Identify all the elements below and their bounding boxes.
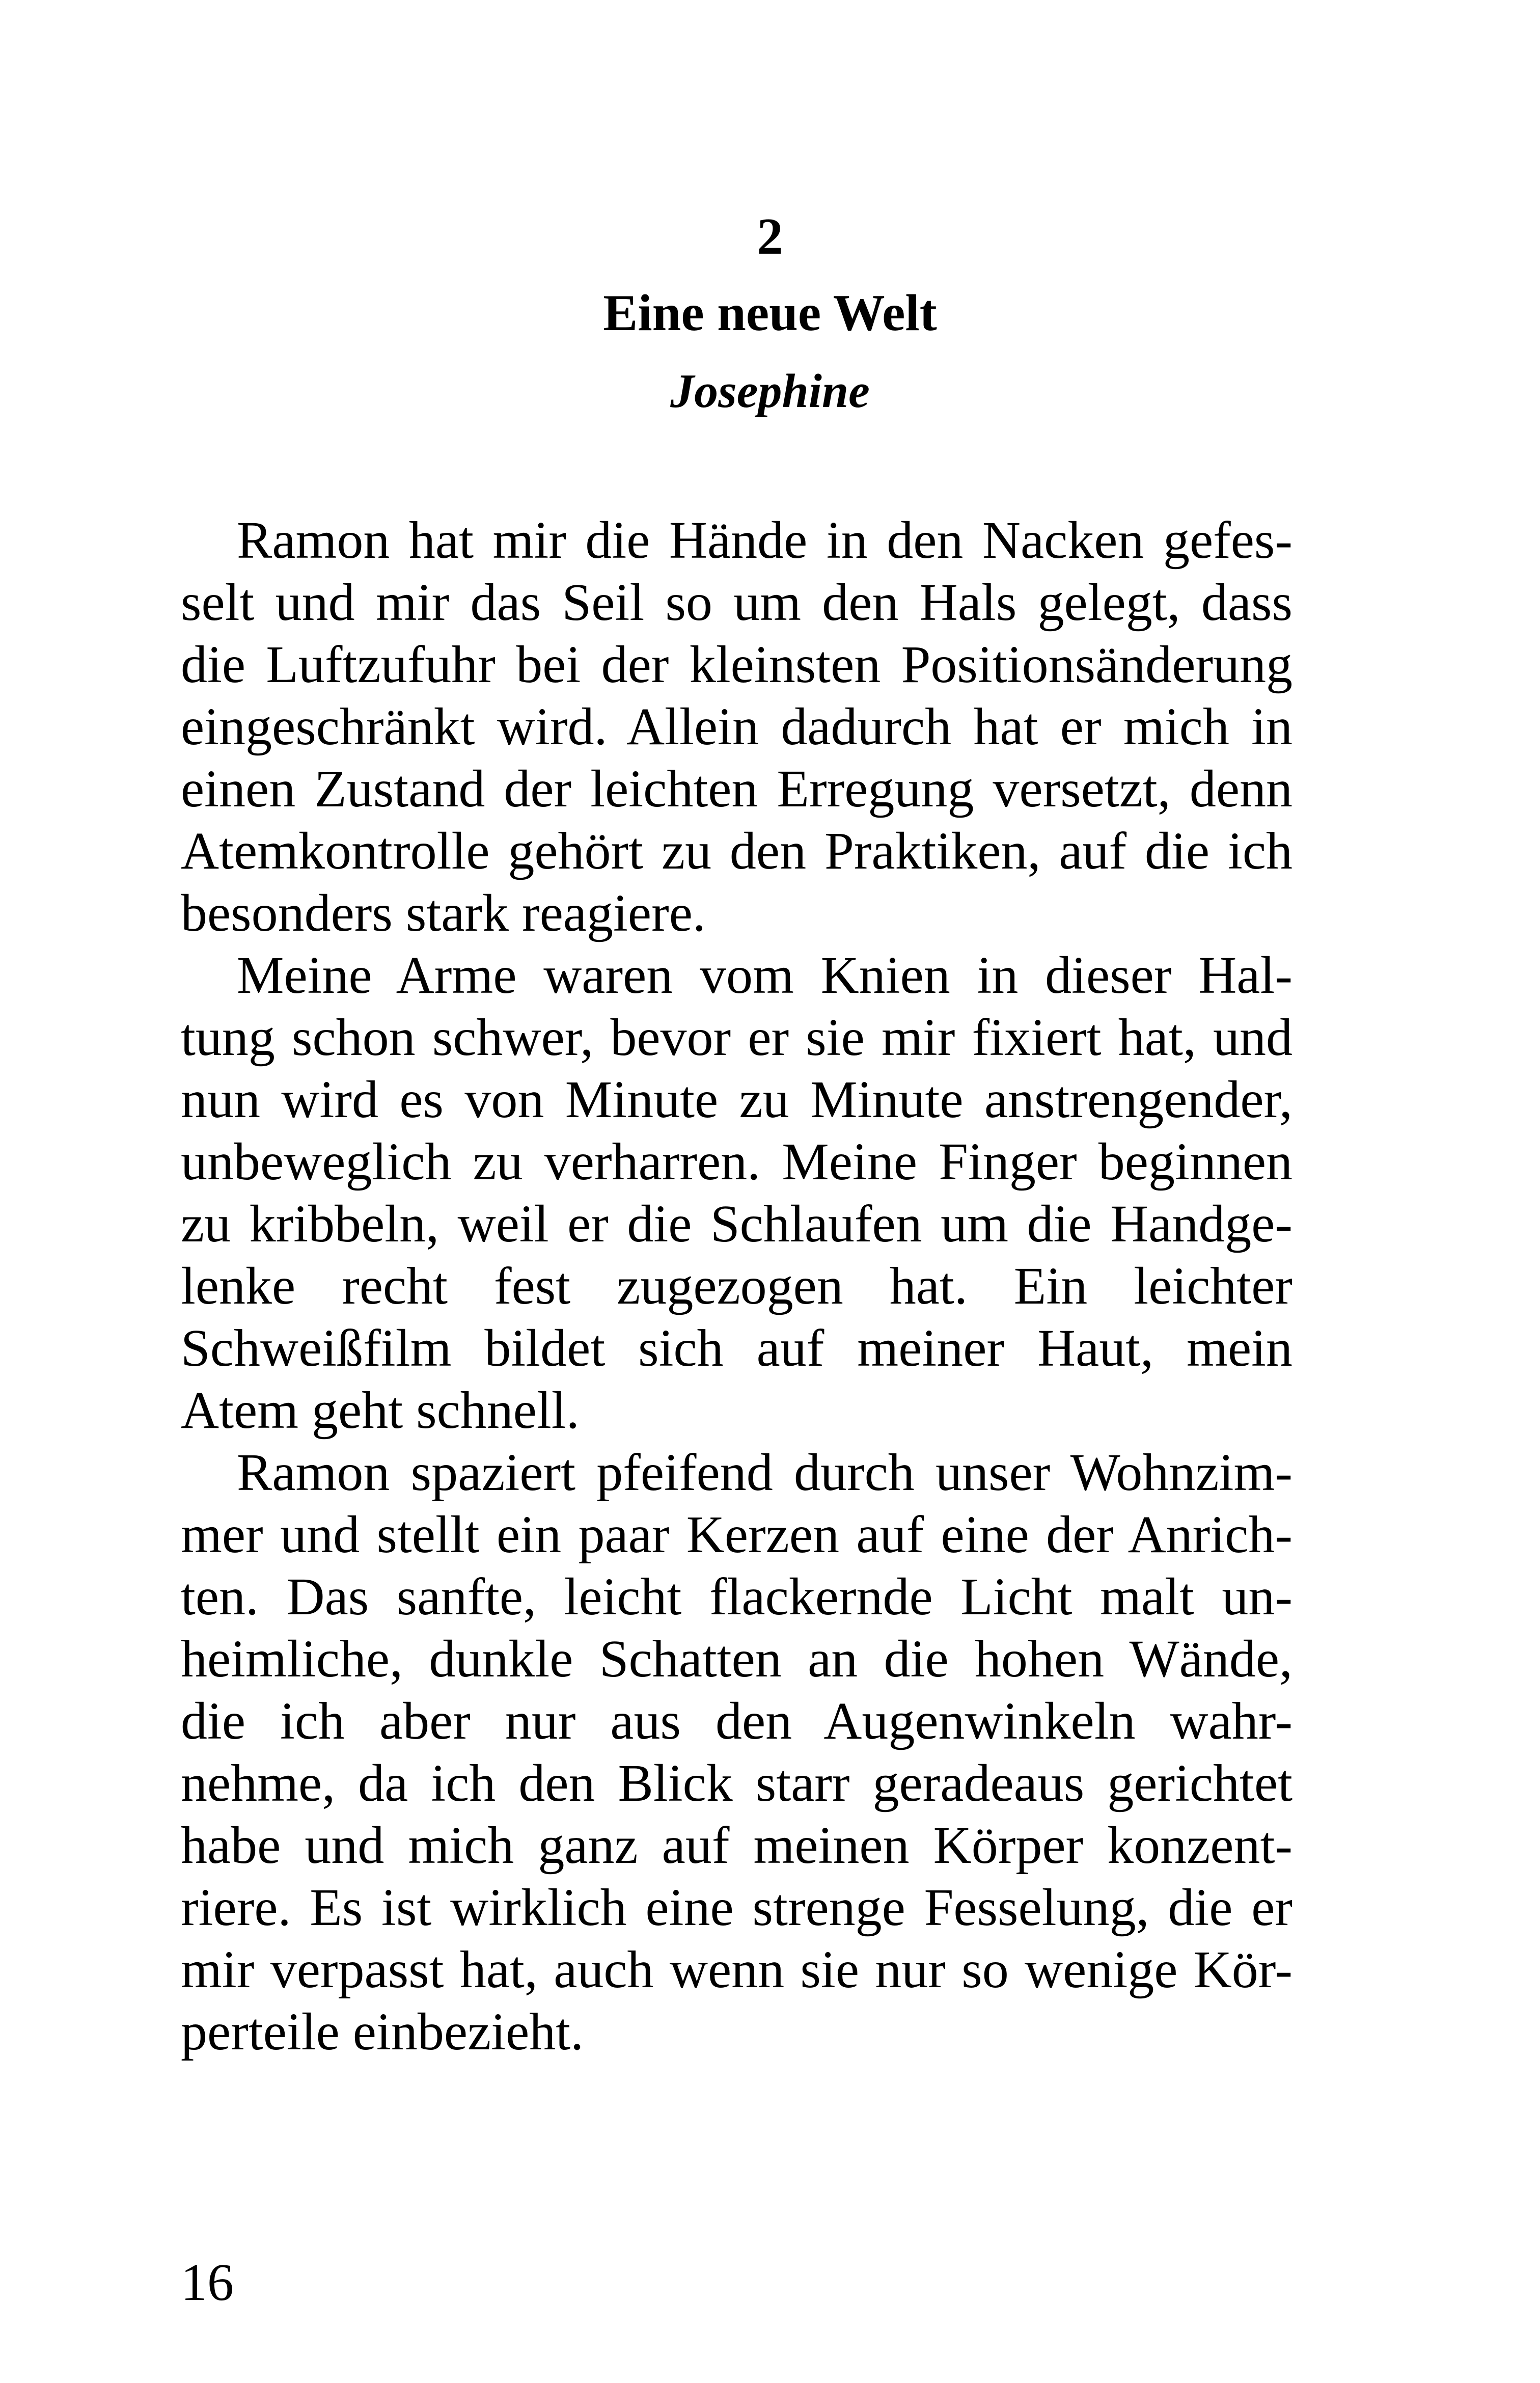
paragraph-1 (181, 509, 1292, 944)
chapter-number: 2 (757, 208, 783, 265)
text-line: ten. Das sanfte, leicht flackernde Licht malt un- (181, 1567, 1292, 1626)
text-line: zu kribbeln, weil er die Schlaufen um die Handge- (181, 1195, 1292, 1253)
text-line: mir verpasst hat, auch wenn sie nur so wenige Kör- (181, 1940, 1292, 1999)
text-line: selt und mir das Seil so um den Hals gelegt, dass (181, 573, 1292, 632)
text-line: perteile einbezieht. (181, 2002, 584, 2061)
text-line: besonders stark reagiere. (181, 884, 706, 942)
text-line: die ich aber nur aus den Augenwinkeln wahr- (181, 1692, 1292, 1750)
text-line: tung schon schwer, bevor er sie mir fixiert hat, und (181, 1008, 1292, 1067)
text-line: eingeschränkt wird. Allein dadurch hat er mich in (181, 697, 1292, 756)
text-line: riere. Es ist wirklich eine strenge Fesselung, die er (181, 1878, 1292, 1937)
text-line: nehme, da ich den Blick starr geradeaus gerichtet (181, 1754, 1292, 1812)
text-line: Ramon spaziert pfeifend durch unser Wohnzim- (237, 1443, 1292, 1502)
paragraph-3 (181, 1442, 1292, 2063)
text-line: heimliche, dunkle Schatten an die hohen Wände, (181, 1630, 1292, 1688)
text-line: habe und mich ganz auf meinen Körper konzent- (181, 1816, 1292, 1875)
text-line: die Luftzufuhr bei der kleinsten Positionsänderung (181, 635, 1292, 694)
page-number: 16 (181, 2253, 234, 2312)
body-text (181, 509, 1292, 2063)
chapter-pov-name: Josephine (670, 365, 870, 418)
text-line: Atemkontrolle gehört zu den Praktiken, auf die ich (181, 822, 1292, 880)
text-line: Meine Arme waren vom Knien in dieser Hal- (237, 946, 1292, 1005)
text-line: mer und stellt ein paar Kerzen auf eine der Anrich- (181, 1505, 1292, 1564)
text-line: nun wird es von Minute zu Minute anstrengender, (181, 1070, 1292, 1129)
text-line: einen Zustand der leichten Erregung versetzt, denn (181, 760, 1292, 818)
text-line: lenke recht fest zugezogen hat. Ein leichter (181, 1257, 1292, 1315)
text-line: Schweißfilm bildet sich auf meiner Haut, mein (181, 1319, 1292, 1377)
text-line: Ramon hat mir die Hände in den Nacken gefes- (237, 511, 1292, 570)
text-line: Atem geht schnell. (181, 1381, 580, 1440)
chapter-title: Eine neue Welt (603, 284, 937, 342)
paragraph-2 (181, 944, 1292, 1442)
text-line: unbeweglich zu verharren. Meine Finger beginnen (181, 1132, 1292, 1191)
